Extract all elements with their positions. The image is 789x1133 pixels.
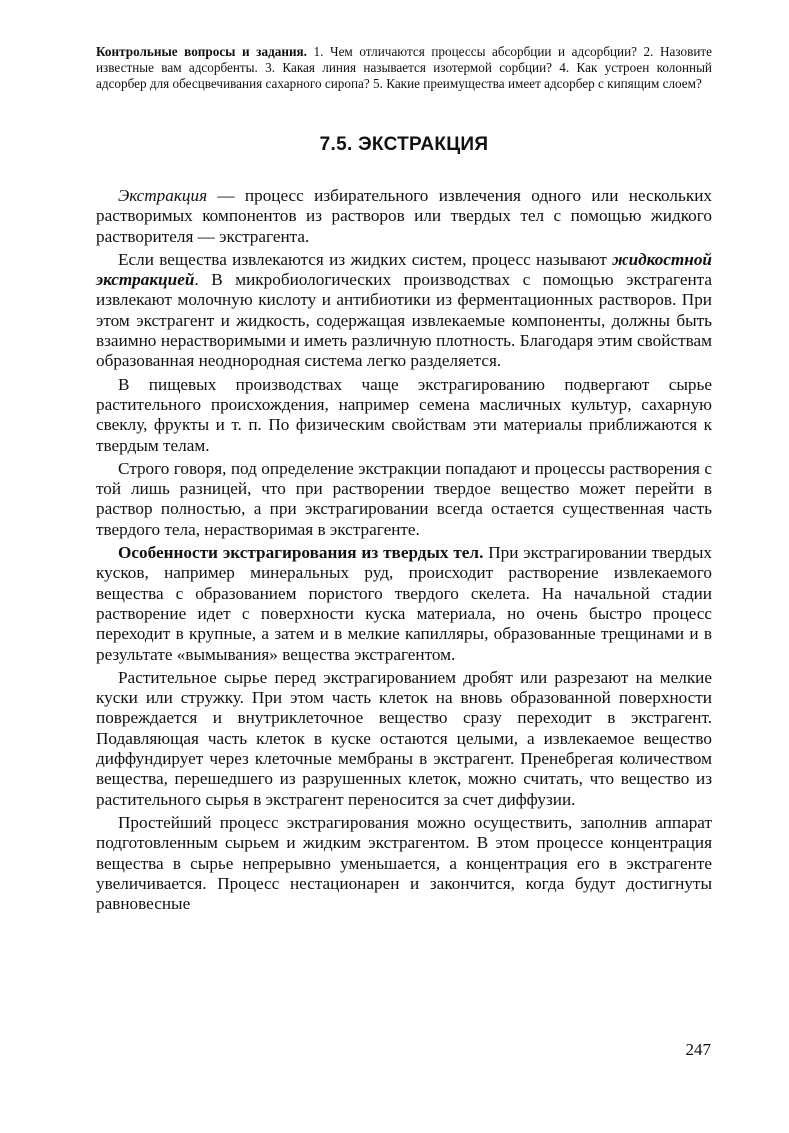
questions-text: 1. Чем отличаются процессы абсорбции и адсорбции? 2. Назовите известные вам адсорбенты. 3. Какая линия называется изотермой сорбции? 4. Как устроен колонный адсорбер для обесцвечивания сахарного сиропа? 5. Какие преимущества имеет адсорбер с кипящим слоем? <box>96 44 712 91</box>
page-number: 247 <box>685 1040 711 1059</box>
paragraph-text: Растительное сырье перед экстрагированием дробят или разрезают на мелкие куски или стружку. При этом часть клеток на вновь образованной поверхности повреждается и внутриклеточное вещество сразу переходит в экстрагент. Подавляющая часть клеток в куске остаются целыми, а извлекаемое вещество диффундирует через клеточные мембраны в экстрагент. Пренебрегая количеством вещества, перешедшего из разрушенных клеток, можно считать, что вещество из растительного сырья в экстрагент переносится за счет диффузии. <box>96 667 712 809</box>
paragraph-text: Если вещества извлекаются из жидких систем, процесс называют <box>118 249 613 269</box>
paragraph-plant-raw-material <box>96 668 712 810</box>
paragraph-lead-heading: Особенности экстрагирования из твердых тел. <box>118 543 484 563</box>
paragraph-text: Простейший процесс экстрагирования можно осуществить, заполнив аппарат подготовленным сырьем и жидким экстрагентом. В этом процессе концентрация вещества в сырье непрерывно уменьшается, а концентрация его в экстрагенте увеличивается. Процесс нестационарен и закончится, когда будут достигнуты равновесные <box>96 812 712 914</box>
term-extraction: Экстракция <box>118 186 208 205</box>
section-title: 7.5. ЭКСТРАКЦИЯ <box>319 134 489 155</box>
control-questions <box>96 44 712 92</box>
term-liquid-extraction: жидкостной экстракцией <box>96 249 712 290</box>
paragraph-dissolution <box>96 459 712 540</box>
paragraph-text: — процесс избирательного извлечения одного или нескольких растворимых компонентов из растворов или твердых тел с помощью жидкого растворителя — экстрагента. <box>96 186 712 246</box>
paragraph-extraction-definition <box>96 186 712 247</box>
paragraph-food-production <box>96 375 712 456</box>
paragraph-text: В пищевых производствах чаще экстрагированию подвергают сырье растительного происхождения, например семена масличных культур, сахарную свеклу, фрукты и т. п. По физическим свойствам эти материалы приближаются к твердым телам. <box>96 374 712 455</box>
paragraph-text: Строго говоря, под определение экстракции попадают и процессы растворения с той лишь разницей, что при растворении твердое вещество может перейти в раствор полностью, а при экстрагировании всегда остается существенная часть твердого тела, нерастворимая в экстрагенте. <box>96 458 712 539</box>
paragraph-solid-extraction <box>96 543 712 665</box>
questions-label: Контрольные вопросы и задания. <box>96 44 307 59</box>
paragraph-liquid-extraction <box>96 250 712 372</box>
body-text <box>96 186 712 914</box>
paragraph-text: . В микробиологических производствах с помощью экстрагента извлекают молочную кислоту и антибиотики из ферментационных растворов. При этом экстрагент и жидкость, содержащая извлекаемые компоненты, должны быть взаимно нерастворимыми и иметь различную плотность. Благодаря этим свойствам образованная неоднородная система легко разделяется. <box>96 270 712 371</box>
page <box>96 44 712 917</box>
paragraph-text: При экстрагировании твердых кусков, например минеральных руд, происходит растворение извлекаемого вещества с образованием пористого твердого скелета. На начальной стадии растворение идет с поверхности куска материала, но очень быстро процесс переходит в крупные, а затем и в мелкие капилляры, образованные трещинами и в результате «вымывания» вещества экстрагентом. <box>96 543 712 664</box>
paragraph-simple-process <box>96 813 712 914</box>
